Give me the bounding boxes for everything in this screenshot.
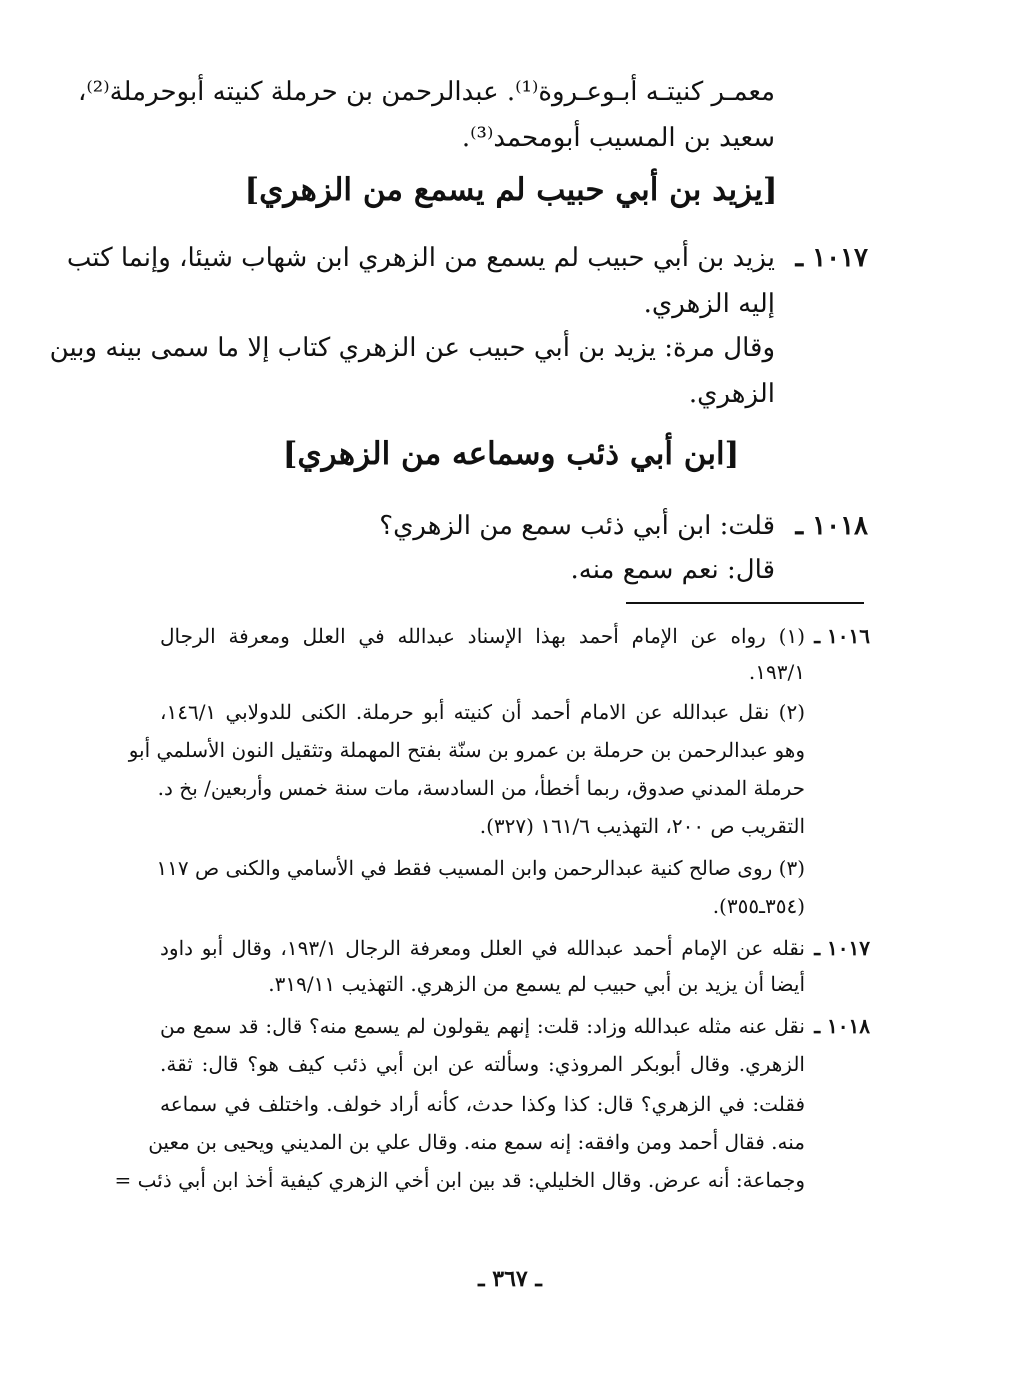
footnote-line: (٣) روى صالح كنية عبدالرحمن وابن المسيب فقط في الأسامي والكنى ص ١١٧	[156, 856, 805, 880]
footnote-line: أيضا أن يزيد بن أبي حبيب لم يسمع من الزهري. التهذيب ٣١٩/١١.	[268, 972, 805, 996]
main-text-line: قال: نعم سمع منه.	[570, 555, 775, 585]
footnote-line: وهو عبدالرحمن بن حرملة بن عمرو بن سنّة بفتح المهملة وتثقيل النون الأسلمي أبو	[128, 738, 805, 762]
footnote-line: (٢) نقل عبدالله عن الامام أحمد أن كنيته أبو حرملة. الكنى للدولابي ١٤٦/١،	[160, 700, 805, 724]
footnote-line: نقل عنه مثله عبدالله وزاد: قلت: إنهم يقولون لم يسمع منه؟ قال: قد سمع من	[160, 1014, 805, 1038]
footnote-line: الزهري. وقال أبوبكر المروذي: وسألته عن ابن أبي ذئب كيف هو؟ قال: ثقة.	[160, 1052, 805, 1076]
main-text-line: وقال مرة: يزيد بن أبي حبيب عن الزهري كتاب إلا ما سمى بينه وبين	[49, 333, 775, 363]
page-number: ـ ٣٦٧ ـ	[478, 1266, 542, 1292]
main-text-line: معمـر كنيتـه أبـوعـروة⁽¹⁾. عبدالرحمن بن حرملة كنيته أبوحرملة⁽²⁾،	[78, 77, 775, 107]
main-text-line: يزيد بن أبي حبيب لم يسمع من الزهري ابن شهاب شيئا، وإنما كتب	[66, 243, 775, 273]
footnote-line: ١٩٣/١.	[748, 660, 805, 684]
main-text-line: إليه الزهري.	[643, 289, 775, 319]
footnote-line: وجماعة: أنه عرض. وقال الخليلي: قد بين ابن أخي الزهري كيفية أخذ ابن أبي ذئب =	[114, 1168, 805, 1192]
entry-number: ١٠١٧ ـ	[795, 243, 868, 273]
entry-number: ١٠١٨ ـ	[795, 511, 868, 541]
footnote-line: فقلت: في الزهري؟ قال: كذا وكذا حدث، كأنه أراد خولف. واختلف في سماعه	[160, 1092, 805, 1116]
footnote-line: (٣٥٤ـ٣٥٥).	[712, 894, 805, 918]
footnote-line: حرملة المدني صدوق، ربما أخطأ، من السادسة، مات سنة خمس وأربعين/ بخ د.	[157, 776, 805, 800]
footnote-number: ١٠١٧ ـ	[814, 936, 870, 960]
main-text-line: الزهري.	[688, 379, 775, 409]
footnote-number: ١٠١٦ ـ	[814, 624, 870, 648]
footnote-line: منه. فقال أحمد ومن وافقه: إنه سمع منه. وقال علي بن المديني ويحيى بن معين	[148, 1130, 805, 1154]
footnote-separator	[626, 602, 864, 604]
footnote-line: نقله عن الإمام أحمد عبدالله في العلل ومعرفة الرجال ١٩٣/١، وقال أبو داود	[160, 936, 805, 960]
main-text-line: سعيد بن المسيب أبومحمد⁽³⁾.	[461, 123, 775, 153]
section-heading: [ابن أبي ذئب وسماعه من الزهري]	[282, 436, 740, 472]
footnote-number: ١٠١٨ ـ	[814, 1014, 870, 1038]
section-heading: [يزيد بن أبي حبيب لم يسمع من الزهري]	[244, 172, 778, 208]
main-text-line: قلت: ابن أبي ذئب سمع من الزهري؟	[379, 511, 775, 541]
footnote-line: التقريب ص ٢٠٠، التهذيب ١٦١/٦ (٣٢٧).	[479, 814, 805, 838]
footnote-line: (١) رواه عن الإمام أحمد بهذا الإسناد عبدالله في العلل ومعرفة الرجال	[160, 624, 805, 648]
